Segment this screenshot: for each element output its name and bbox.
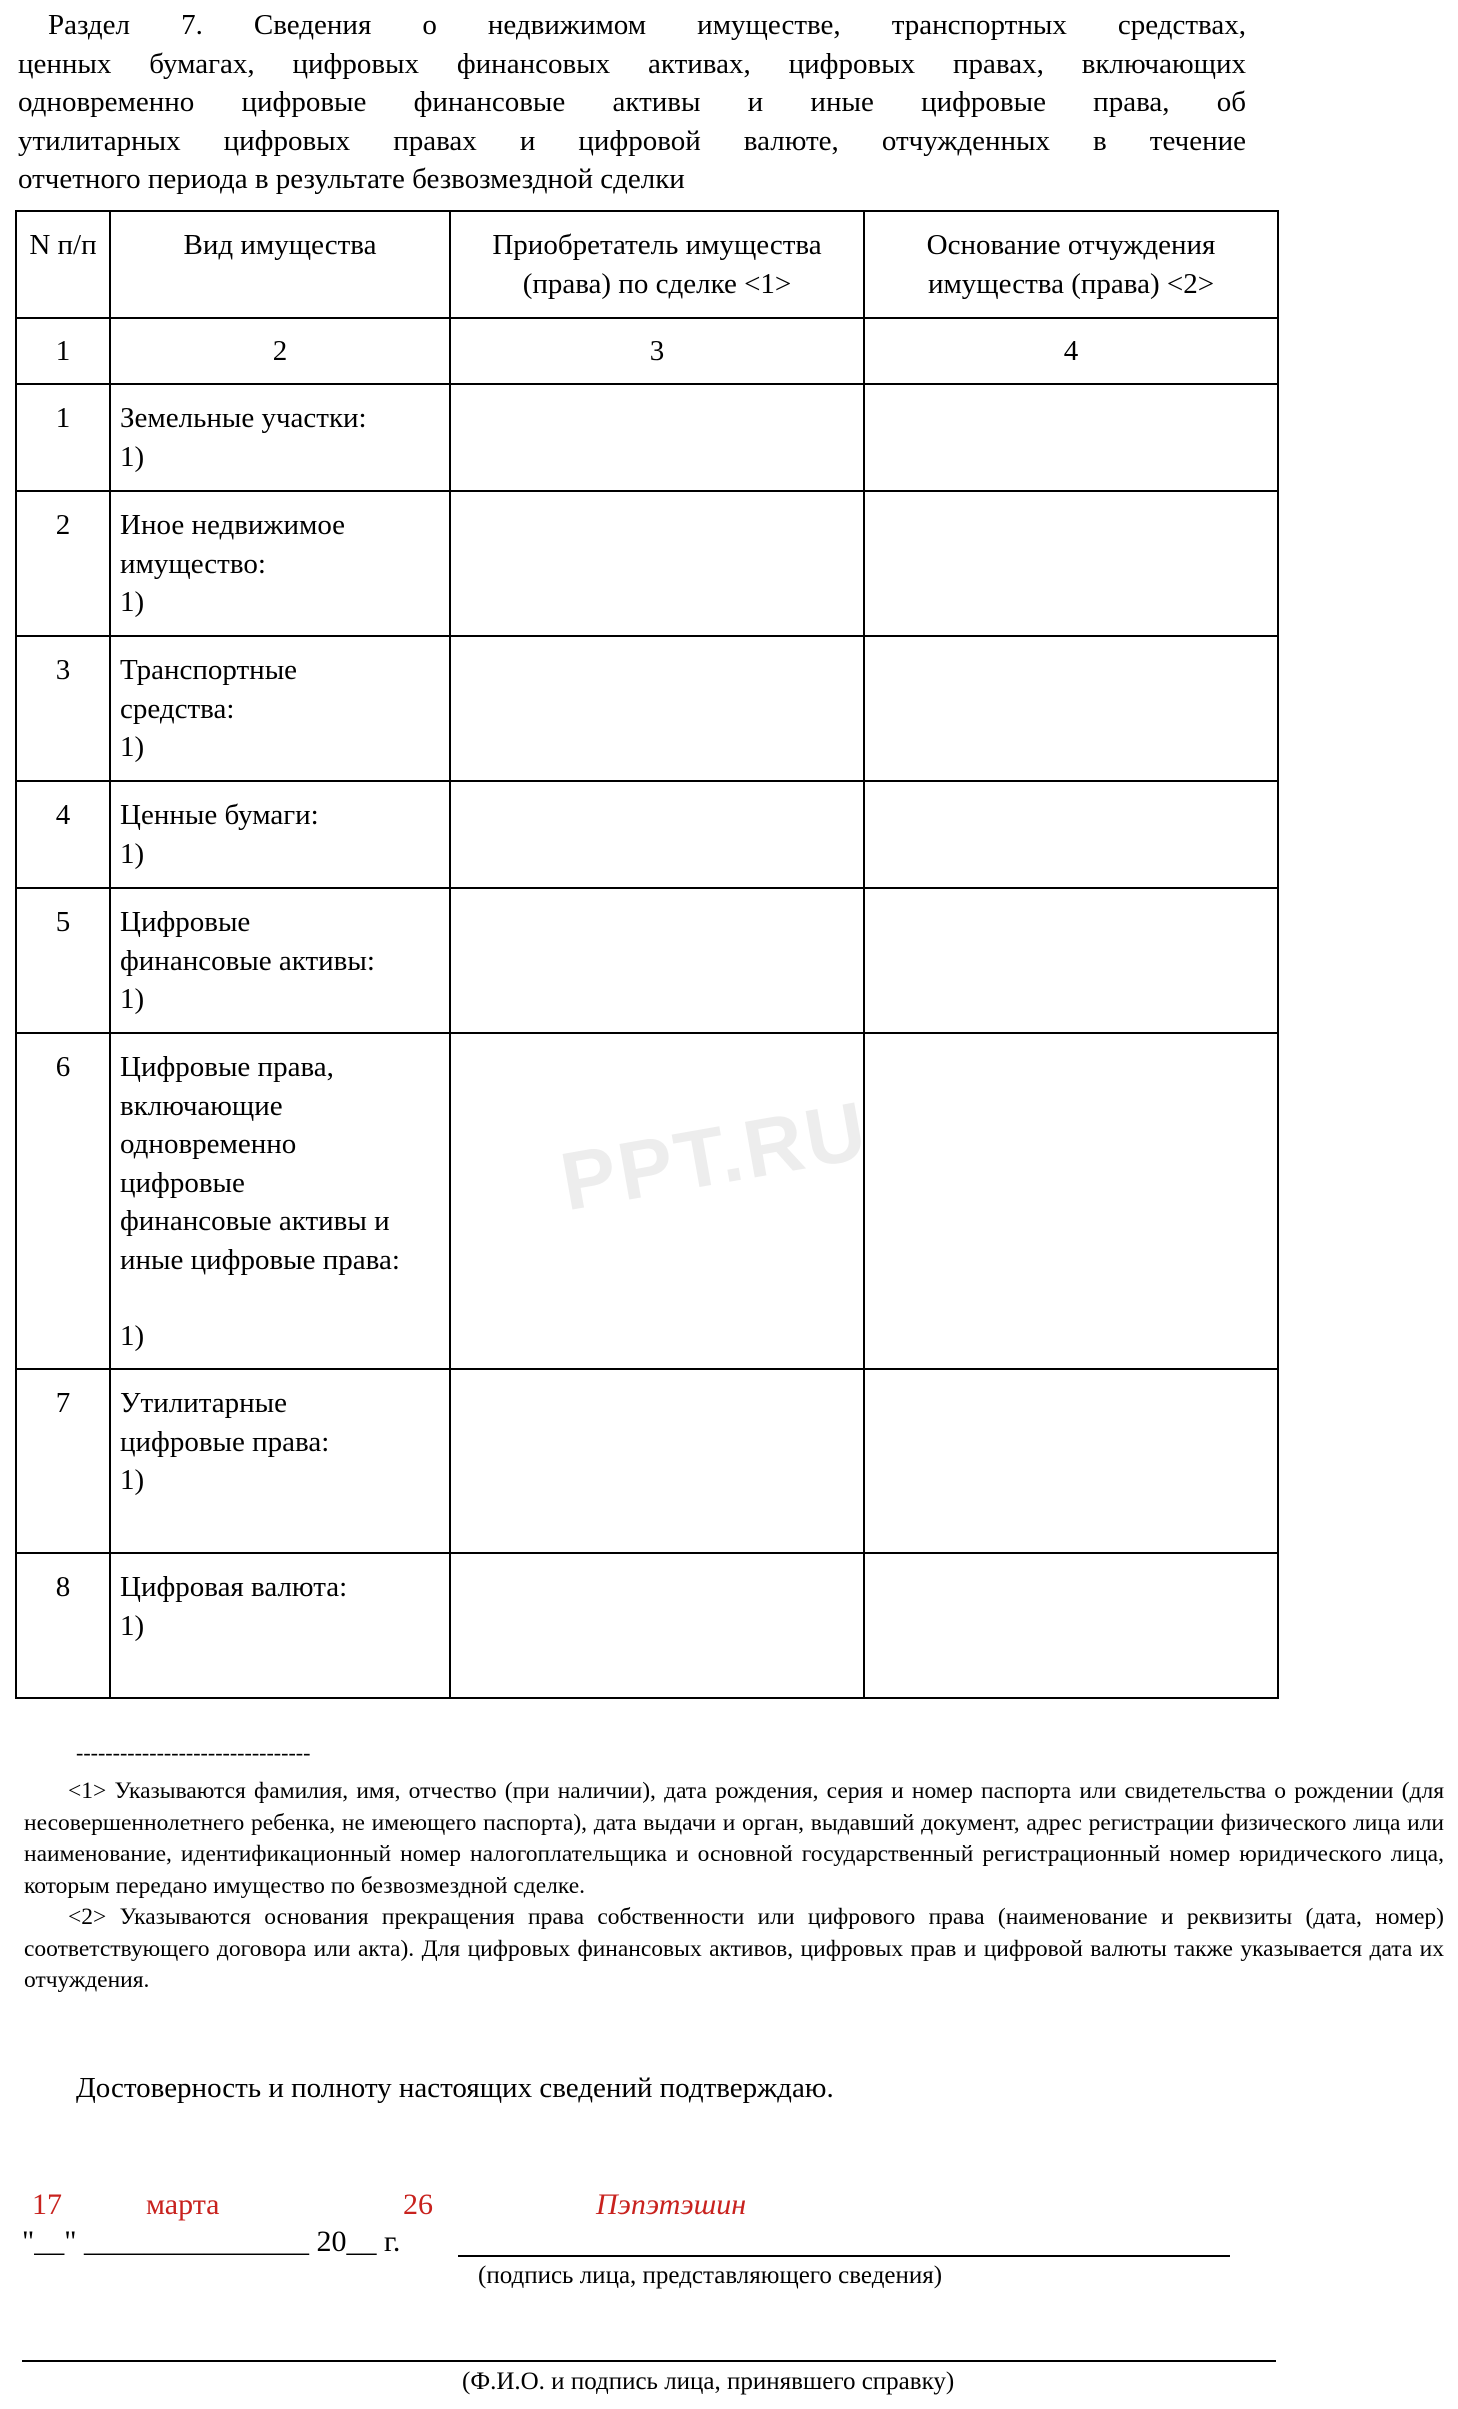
property-table [15,210,1279,1699]
table-row [16,888,1278,1033]
table-row [16,781,1278,888]
filled-year[interactable]: 26 [403,2188,433,2221]
date-line: "__" _______________ 20__ г. [22,2225,401,2258]
property-type-cell [110,1033,450,1369]
row-number: 1 [16,384,110,491]
property-type-label: Земельные участки: [120,402,367,434]
table-row [16,636,1278,781]
footnote-2: <2> Указываются основания прекращения права собственности или цифрового права (наименование и реквизиты (дата, номер) соответствующего договора или акта). Для цифровых финансовых активов, цифровых прав и цифровой валюты также указывается дата их отчуждения. [24,1904,1444,1993]
property-type-label: финансовые активы и [120,1205,390,1237]
receiver-line[interactable] [22,2360,1276,2362]
property-type-cell [110,384,450,491]
property-type-label: Цифровые права, [120,1051,334,1083]
basis-cell[interactable] [864,888,1278,1033]
heading-line: Раздел 7. Сведения о недвижимом имуществе, транспортных средствах, [48,9,1246,41]
footnotes [24,1776,1444,1997]
header-property-type: Вид имущества [110,211,450,318]
row-number: 2 [16,491,110,636]
table-row [16,1369,1278,1553]
item-placeholder: 1) [120,440,145,473]
column-number: 2 [110,318,450,384]
item-placeholder: 1) [120,983,145,1015]
column-number-row [16,318,1278,384]
property-type-label: включающие [120,1089,283,1122]
signature-caption: (подпись лица, представляющего сведения) [478,2262,943,2289]
heading-line: утилитарных цифровых правах и цифровой валюте, отчужденных в течение [18,124,1246,157]
heading-line: отчетного периода в результате безвозмездной сделки [18,163,685,195]
property-type-label: средства: [120,692,235,725]
row-number: 6 [16,1033,110,1369]
property-type-cell [110,888,450,1033]
item-placeholder: 1) [120,1609,145,1642]
heading-line: одновременно цифровые финансовые активы и иные цифровые права, об [18,86,1246,118]
property-type-cell [110,781,450,888]
spacer [120,1279,441,1317]
property-type-label: Цифровая валюта: [120,1571,348,1603]
property-type-label: цифровые права: [120,1425,330,1458]
property-type-cell [110,1369,450,1553]
basis-cell[interactable] [864,384,1278,491]
table-row [16,1553,1278,1698]
property-type-label: Иное недвижимое [120,509,346,541]
property-type-label: Цифровые [120,906,251,938]
property-type-cell [110,1553,450,1698]
row-number: 5 [16,888,110,1033]
acquirer-cell[interactable] [450,491,864,636]
acquirer-cell[interactable] [450,1369,864,1553]
table-row [16,1033,1278,1369]
header-row [16,211,1278,318]
column-number: 3 [450,318,864,384]
filled-signature[interactable]: Пэпэтэшин [596,2188,747,2221]
basis-cell[interactable] [864,491,1278,636]
receiver-caption: (Ф.И.О. и подпись лица, принявшего справку) [462,2368,955,2395]
acquirer-cell[interactable] [450,384,864,491]
acquirer-cell[interactable] [450,1553,864,1698]
property-type-label: иные цифровые права: [120,1243,400,1276]
row-number: 4 [16,781,110,888]
header-acquirer: Приобретатель имущества (права) по сделке <1> [450,211,864,318]
column-number: 1 [16,318,110,384]
property-type-label: цифровые [120,1166,245,1199]
watermark: PPT.RU [554,1084,876,1229]
item-placeholder: 1) [120,586,145,618]
acquirer-cell[interactable] [450,781,864,888]
item-placeholder: 1) [120,731,145,763]
basis-cell[interactable] [864,1033,1278,1369]
property-type-label: Утилитарные [120,1387,287,1419]
row-number: 3 [16,636,110,781]
header-basis: Основание отчуждения имущества (права) <2> [864,211,1278,318]
property-type-cell [110,636,450,781]
property-type-label: Транспортные [120,654,298,686]
acquirer-cell[interactable] [450,1033,864,1369]
property-type-label: финансовые активы: [120,944,375,977]
basis-cell[interactable] [864,1369,1278,1553]
acquirer-cell[interactable] [450,636,864,781]
header-number: N п/п [16,211,110,318]
item-placeholder: 1) [120,837,145,870]
filled-month[interactable]: марта [146,2188,220,2221]
column-number: 4 [864,318,1278,384]
acquirer-cell[interactable] [450,888,864,1033]
confirmation-text: Достоверность и полноту настоящих сведений подтверждаю. [76,2072,834,2104]
property-type-label: Ценные бумаги: [120,799,319,831]
table-row [16,491,1278,636]
basis-cell[interactable] [864,1553,1278,1698]
basis-cell[interactable] [864,781,1278,888]
footnote-separator: -------------------------------- [76,1740,311,1765]
table-row [16,384,1278,491]
heading-line: ценных бумагах, цифровых финансовых активах, цифровых правах, включающих [18,47,1246,80]
item-placeholder: 1) [120,1320,145,1352]
property-type-label: одновременно [120,1128,297,1160]
row-number: 8 [16,1553,110,1698]
property-type-label: имущество: [120,547,266,580]
row-number: 7 [16,1369,110,1553]
basis-cell[interactable] [864,636,1278,781]
property-type-cell [110,491,450,636]
section-heading [18,6,1246,199]
item-placeholder: 1) [120,1464,145,1496]
signature-line[interactable] [458,2255,1230,2257]
footnote-1: <1> Указываются фамилия, имя, отчество (при наличии), дата рождения, серия и номер паспорта или свидетельства о рождении (для несовершеннолетнего ребенка, не имеющего паспорта), дата выдачи и орган, выдавший документ, адрес регистрации физического лица или наименование, идентификационный номер налогоплательщика и основной государственный регистрационный номер юридического лица, которым передано имущество по безвозмездной сделке. [24,1778,1444,1899]
filled-day[interactable]: 17 [32,2188,62,2221]
